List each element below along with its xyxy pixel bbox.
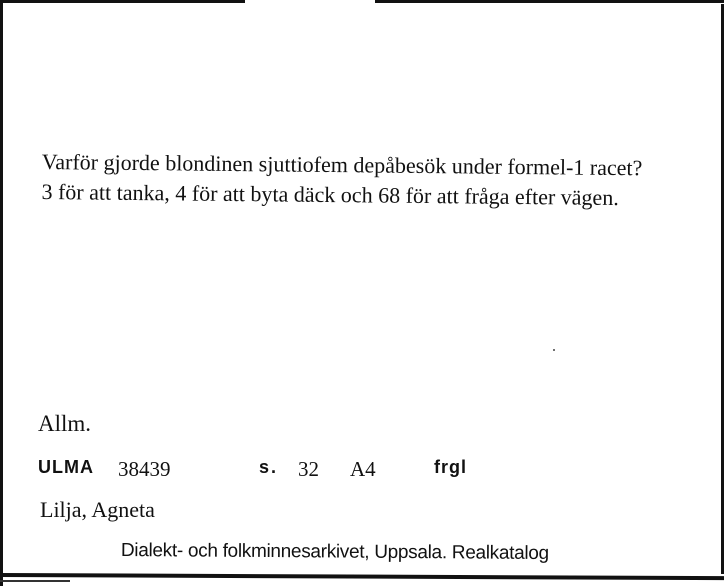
card-text [41, 150, 682, 211]
archive-number: 38439 [118, 457, 171, 481]
card-border-top [0, 0, 245, 3]
paper-format: A4 [350, 457, 376, 481]
card-border-bottom-fragment [0, 580, 70, 582]
archive-code: ULMA [38, 457, 94, 477]
archive-metadata [38, 457, 638, 485]
card-border-left [0, 0, 3, 586]
card-border-top [375, 0, 724, 3]
page-number: 32 [298, 457, 319, 481]
genre-code: frgl [434, 457, 467, 477]
page-label: s. [259, 457, 279, 477]
answer-text: 3 för att tanka, 4 för att byta däck och 68 för att fråga efter vägen. [41, 178, 619, 211]
archive-footer: Dialekt- och folkminnesarkivet, Uppsala. Realkatalog [120, 540, 549, 564]
scan-speck [553, 349, 555, 351]
category-label: Allm. [38, 411, 92, 436]
informant-name: Lilja, Agneta [40, 497, 155, 522]
question-text: Varför gjorde blondinen sjuttiofem depåbesök under formel-1 racet? [41, 149, 643, 181]
card-border-bottom [0, 573, 724, 580]
